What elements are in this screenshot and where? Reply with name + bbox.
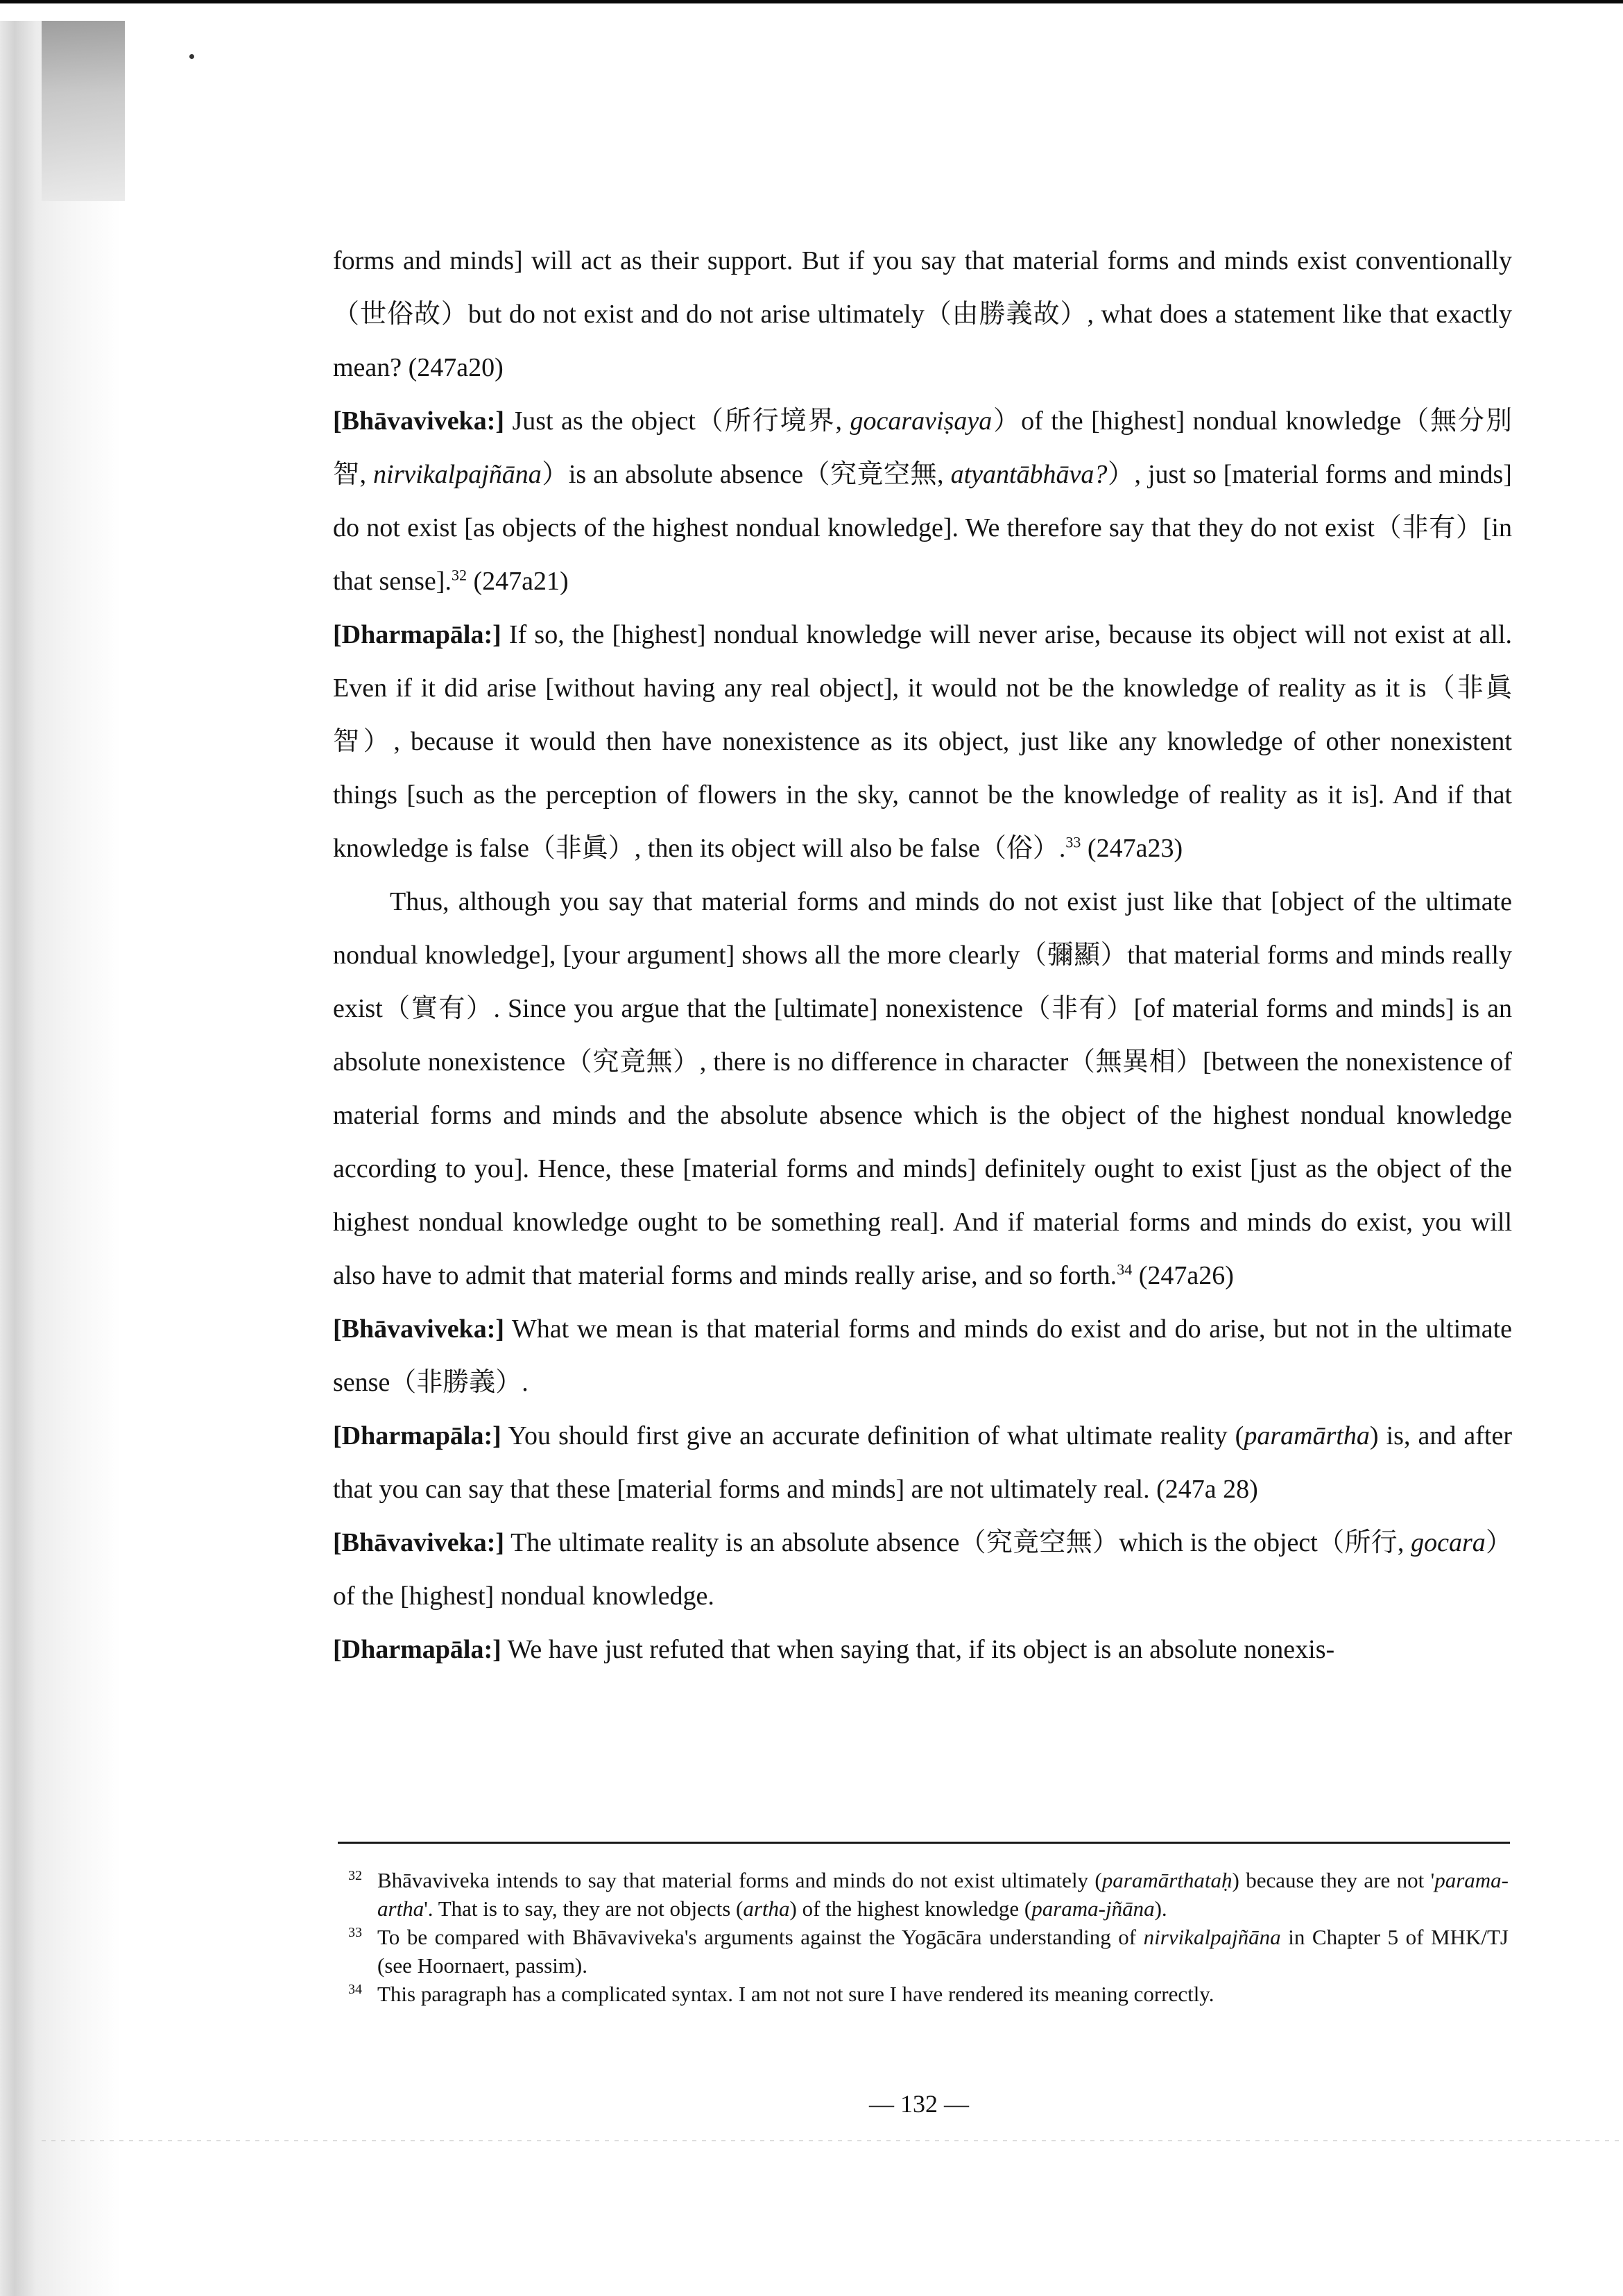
scan-bottom-noise — [42, 2140, 1623, 2141]
scan-top-border — [0, 0, 1623, 3]
paragraph-6: [Dharmapāla:] You should first give an accurate definition of what ultimate reality (paramārtha) is, and after that you can say that these [material forms and minds] are not ultimately real. (247a 28) — [333, 1421, 1512, 1504]
footnote-number: 32 — [348, 1868, 362, 1883]
paragraph-8: [Dharmapāla:] We have just refuted that when saying that, if its object is an absolute nonexis- — [333, 1635, 1335, 1664]
footnote-ref: 33 — [1065, 833, 1081, 851]
footnote-32: 32 Bhāvaviveka intends to say that material forms and minds do not exist ultimately (paramārthataḥ) because they are not 'parama-artha'. That is to say, they are not objects (artha) of the highest knowledge (parama-jñāna). — [354, 1866, 1509, 1923]
scan-speck — [189, 54, 194, 59]
footnote-ref: 34 — [1117, 1260, 1133, 1278]
footnote-33: 33 To be compared with Bhāvaviveka's arguments against the Yogācāra understanding of nirvikalpajñāna in Chapter 5 of MHK/TJ (see Hoornaert, passim). — [354, 1923, 1509, 1980]
paragraph-3: [Dharmapāla:] If so, the [highest] nondual knowledge will never arise, because its object will not exist at all. Even if it did arise [without having any real object], it would not be the knowledge of reality as it is（非眞智）, because it would then have nonexistence as its object, just like any knowledge of other nonexistent things [such as the perception of flowers in the sky, cannot be the knowledge of reality as it is]. And if that knowledge is false（非眞）, then its object will also be false（俗）.$^{33}$ (247a23) — [333, 620, 1512, 863]
speaker-label: [Dharmapāla:] — [333, 620, 501, 649]
footnotes — [348, 1866, 1509, 2008]
speaker-label: [Dharmapāla:] — [333, 1635, 501, 1664]
speaker-label: [Bhāvaviveka:] — [333, 406, 504, 436]
footnote-number: 34 — [348, 1982, 362, 1997]
speaker-label: [Bhāvaviveka:] — [333, 1528, 504, 1557]
paragraph-2: [Bhāvaviveka:] Just as the object（所行境界, gocaraviṣaya）of the [highest] nondual knowledge（無分別智, nirvikalpajñāna）is an absolute absence（究竟空無, atyantābhāva?）, just so [material forms and minds] do not exist [as objects of the highest nondual knowledge]. We therefore say that they do not exist（非有）[in that sense].$^{32}$ (247a21) — [333, 406, 1512, 596]
speaker-label: [Bhāvaviveka:] — [333, 1314, 504, 1344]
paragraph-1: forms and minds] will act as their support. But if you say that material forms and minds exist conventionally（世俗故）but do not exist and do not arise ultimately（由勝義故）, what does a statement like that exactly mean? (247a20) — [333, 246, 1512, 382]
page-number: — 132 — — [869, 2090, 969, 2118]
footnote-34: 34 This paragraph has a complicated syntax. I am not not sure I have rendered its meaning correctly. — [354, 1980, 1509, 2008]
footnote-number: 33 — [348, 1925, 362, 1940]
paragraph-7: [Bhāvaviveka:] The ultimate reality is an absolute absence（究竟空無）which is the object（所行, gocara） of the [highest] nondual knowledge. — [333, 1528, 1512, 1611]
main-text — [333, 234, 1512, 1677]
paragraph-4: Thus, although you say that material forms and minds do not exist just like that [object of the ultimate nondual knowledge], [your argument] shows all the more clearly（彌顯）that material forms and minds really exist（實有）. Since you argue that the [ultimate] nonexistence（非有）[of material forms and minds] is an absolute nonexistence（究竟無）, there is no difference in character（無異相）[between the nonexistence of material forms and minds and the absolute absence which is the object of the highest nondual knowledge according to you]. Hence, these [material forms and minds] definitely ought to exist [just as the object of the highest nondual knowledge ought to be something real]. And if material forms and minds do exist, you will also have to admit that material forms and minds really arise, and so forth.$^{34}$ (247a26) — [333, 887, 1512, 1290]
footnote-ref: 32 — [451, 566, 467, 584]
footnote-divider — [338, 1842, 1510, 1844]
speaker-label: [Dharmapāla:] — [333, 1421, 501, 1450]
scan-left-edge-shadow — [0, 21, 121, 2296]
paragraph-5: [Bhāvaviveka:] What we mean is that material forms and minds do exist and do arise, but not in the ultimate sense（非勝義）. — [333, 1314, 1512, 1397]
